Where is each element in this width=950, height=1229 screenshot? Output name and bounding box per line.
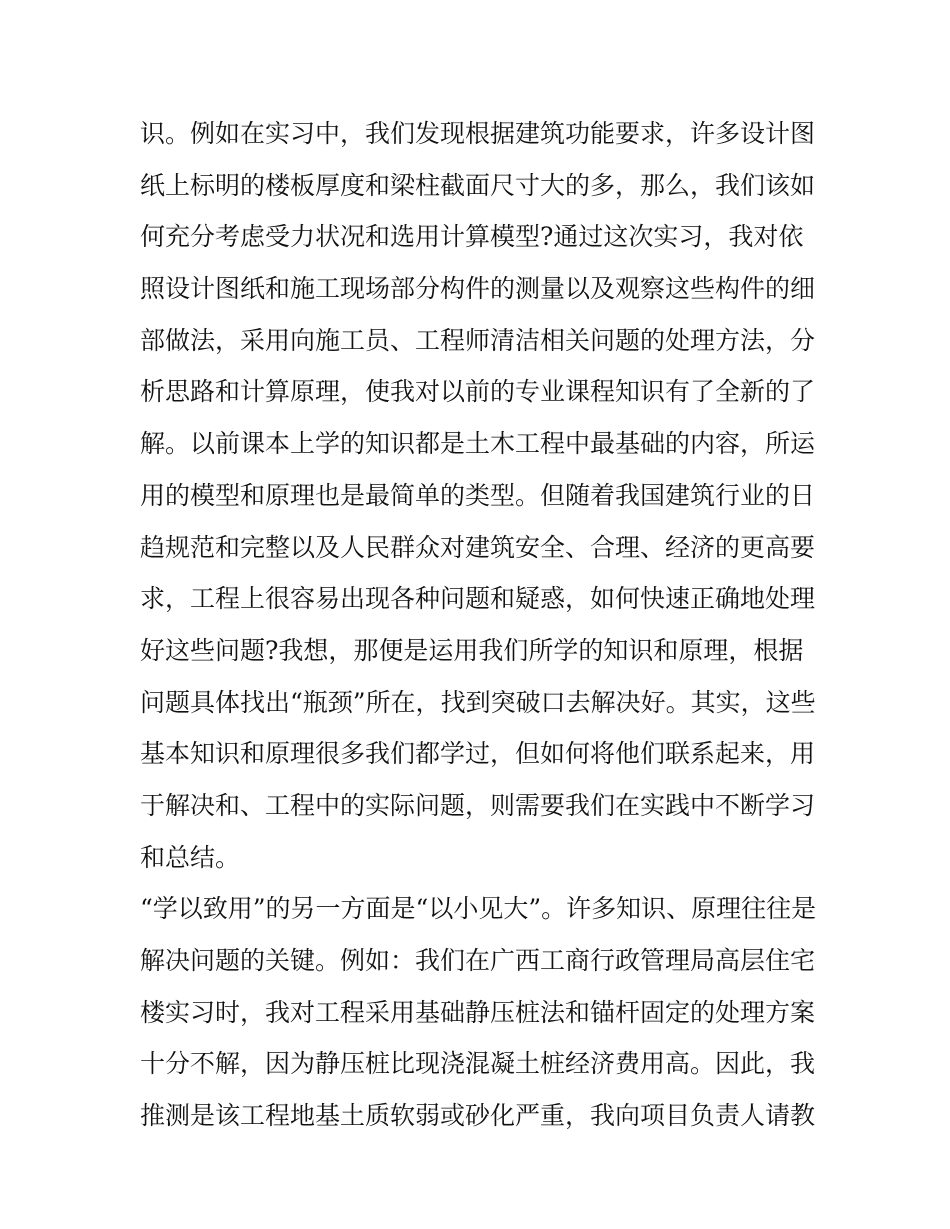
- text-line: 好这些问题?我想，那便是运用我们所学的知识和原理，根据: [140, 635, 804, 665]
- paragraph-1: [140, 108, 820, 883]
- text-line: 于解决和、工程中的实际问题，则需要我们在实践中不断学习: [140, 790, 816, 820]
- text-line: 和总结。: [140, 842, 241, 872]
- text-line: 析思路和计算原理，使我对以前的专业课程知识有了全新的了: [140, 377, 816, 407]
- text-line: 基本知识和原理很多我们都学过，但如何将他们联系起来，用: [140, 739, 816, 769]
- text-line: 部做法，采用向施工员、工程师清洁相关问题的处理方法，分: [140, 325, 816, 355]
- text-line: 推测是该工程地基土质软弱或砂化严重，我向项目负责人请教: [140, 1101, 816, 1131]
- paragraph-2: [140, 883, 820, 1141]
- text-line: 解。以前课本上学的知识都是土木工程中最基础的内容，所运: [140, 429, 816, 459]
- text-line: 趋规范和完整以及人民群众对建筑安全、合理、经济的更高要: [140, 532, 816, 562]
- text-line: 照设计图纸和施工现场部分构件的测量以及观察这些构件的细: [140, 274, 816, 304]
- text-line: 用的模型和原理也是最简单的类型。但随着我国建筑行业的日: [140, 480, 816, 510]
- text-line: “学以致用”的另一方面是“以小见大”。许多知识、原理往往是: [140, 894, 817, 924]
- text-line: 楼实习时，我对工程采用基础静压桩法和锚杆固定的处理方案: [140, 997, 816, 1027]
- text-line: 识。例如在实习中，我们发现根据建筑功能要求，许多设计图: [140, 119, 816, 148]
- text-line: 解决问题的关键。例如：我们在广西工商行政管理局高层住宅: [140, 946, 816, 975]
- text-line: 纸上标明的楼板厚度和梁柱截面尺寸大的多，那么，我们该如: [140, 170, 816, 200]
- text-line: 何充分考虑受力状况和选用计算模型?通过这次实习，我对依: [140, 222, 804, 252]
- text-line: 求，工程上很容易出现各种问题和疑惑，如何快速正确地处理: [140, 584, 816, 614]
- body-text: [140, 108, 820, 1142]
- text-line: 十分不解，因为静压桩比现浇混凝土桩经济费用高。因此，我: [140, 1049, 816, 1079]
- text-line: 问题具体找出“瓶颈”所在，找到突破口去解决好。其实，这些: [140, 687, 816, 717]
